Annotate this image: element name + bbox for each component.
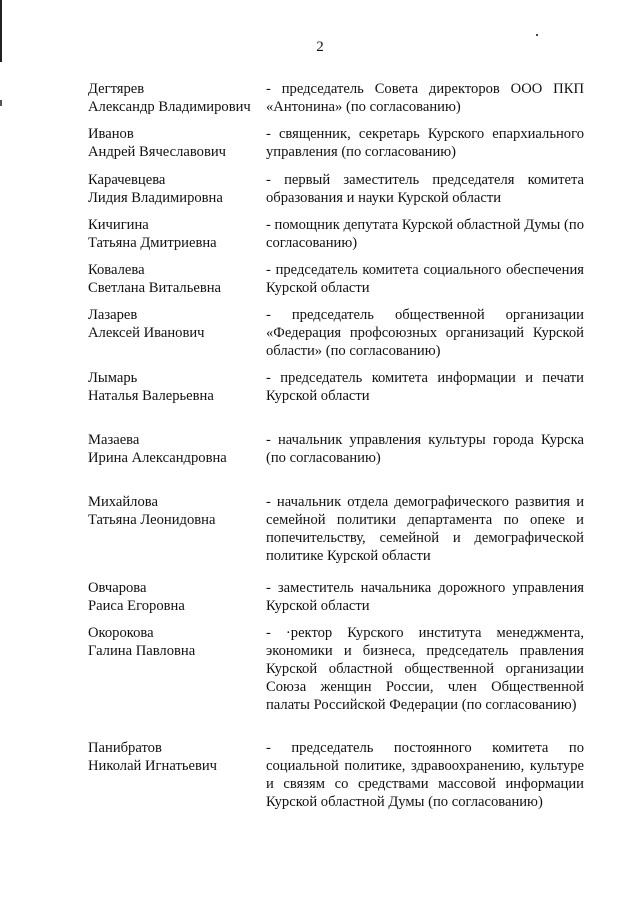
member-name xyxy=(88,125,260,161)
member-role: - первый заместитель председателя комитета образования и науки Курской области xyxy=(266,172,584,206)
member-given-names: Алексей Иванович xyxy=(88,325,205,341)
member-name xyxy=(88,216,260,252)
member-given-names: Андрей Вячеславович xyxy=(88,144,226,160)
member-role: - начальник управления культуры города Курска (по согласованию) xyxy=(266,432,584,466)
member-role: - председатель постоянного комитета по социальной политике, здравоохранению, культуре и связям со средствами массовой информации Курской областной Думы (по согласованию) xyxy=(266,740,584,810)
member-role: - начальник отдела демографического развития и семейной политики департамента по опеке и попечительству, семейной и демографической политике Курской области xyxy=(266,494,584,564)
member-name xyxy=(88,739,260,775)
page-number: 2 xyxy=(316,39,324,55)
member-role: - священник, секретарь Курского епархиального управления (по согласованию) xyxy=(266,126,584,160)
member-name xyxy=(88,261,260,297)
member-name xyxy=(88,80,260,116)
member-role: - ·ректор Курского института менеджмента, экономики и бизнеса, председатель правления Курской областной общественной организации Союза женщин России, член Общественной палаты Российской Федерации (по согласованию) xyxy=(266,625,584,713)
member-name xyxy=(88,171,260,207)
member-surname: Иванов xyxy=(88,126,134,142)
member-surname: Овчарова xyxy=(88,580,147,596)
member-role: - помощник депутата Курской областной Думы (по согласованию) xyxy=(266,217,584,251)
member-given-names: Татьяна Дмитриевна xyxy=(88,235,217,251)
member-role: - председатель общественной организации «Федерация профсоюзных организаций Курской области» (по согласованию) xyxy=(266,307,584,359)
member-name xyxy=(88,431,260,467)
member-name xyxy=(88,624,260,660)
member-surname: Панибратов xyxy=(88,740,162,756)
member-role: - заместитель начальника дорожного управления Курской области xyxy=(266,580,584,614)
member-given-names: Александр Владимирович xyxy=(88,99,251,115)
member-given-names: Наталья Валерьевна xyxy=(88,388,214,404)
scan-speck xyxy=(536,34,538,36)
member-name xyxy=(88,493,260,529)
member-given-names: Татьяна Леонидовна xyxy=(88,512,216,528)
member-surname: Мазаева xyxy=(88,432,140,448)
member-name xyxy=(88,369,260,405)
member-given-names: Лидия Владимировна xyxy=(88,190,223,206)
member-surname: Кичигина xyxy=(88,217,149,233)
member-surname: Дегтярев xyxy=(88,81,145,97)
scan-edge-mark xyxy=(0,100,2,106)
member-role: - председатель комитета социального обеспечения Курской области xyxy=(266,262,584,296)
member-name xyxy=(88,579,260,615)
member-given-names: Светлана Витальевна xyxy=(88,280,222,296)
member-given-names: Раиса Егоровна xyxy=(88,598,185,614)
member-given-names: Ирина Александровна xyxy=(88,450,227,466)
member-surname: Окорокова xyxy=(88,625,154,641)
member-surname: Михайлова xyxy=(88,494,158,510)
member-given-names: Николай Игнатьевич xyxy=(88,758,218,774)
member-surname: Лазарев xyxy=(88,307,138,323)
member-surname: Ковалева xyxy=(88,262,145,278)
member-role: - председатель комитета информации и печати Курской области xyxy=(266,370,584,404)
member-surname: Лымарь xyxy=(88,370,138,386)
member-name xyxy=(88,306,260,342)
member-role: - председатель Совета директоров ООО ПКП «Антонина» (по согласованию) xyxy=(266,81,584,115)
member-given-names: Галина Павловна xyxy=(88,643,196,659)
member-surname: Карачевцева xyxy=(88,172,166,188)
